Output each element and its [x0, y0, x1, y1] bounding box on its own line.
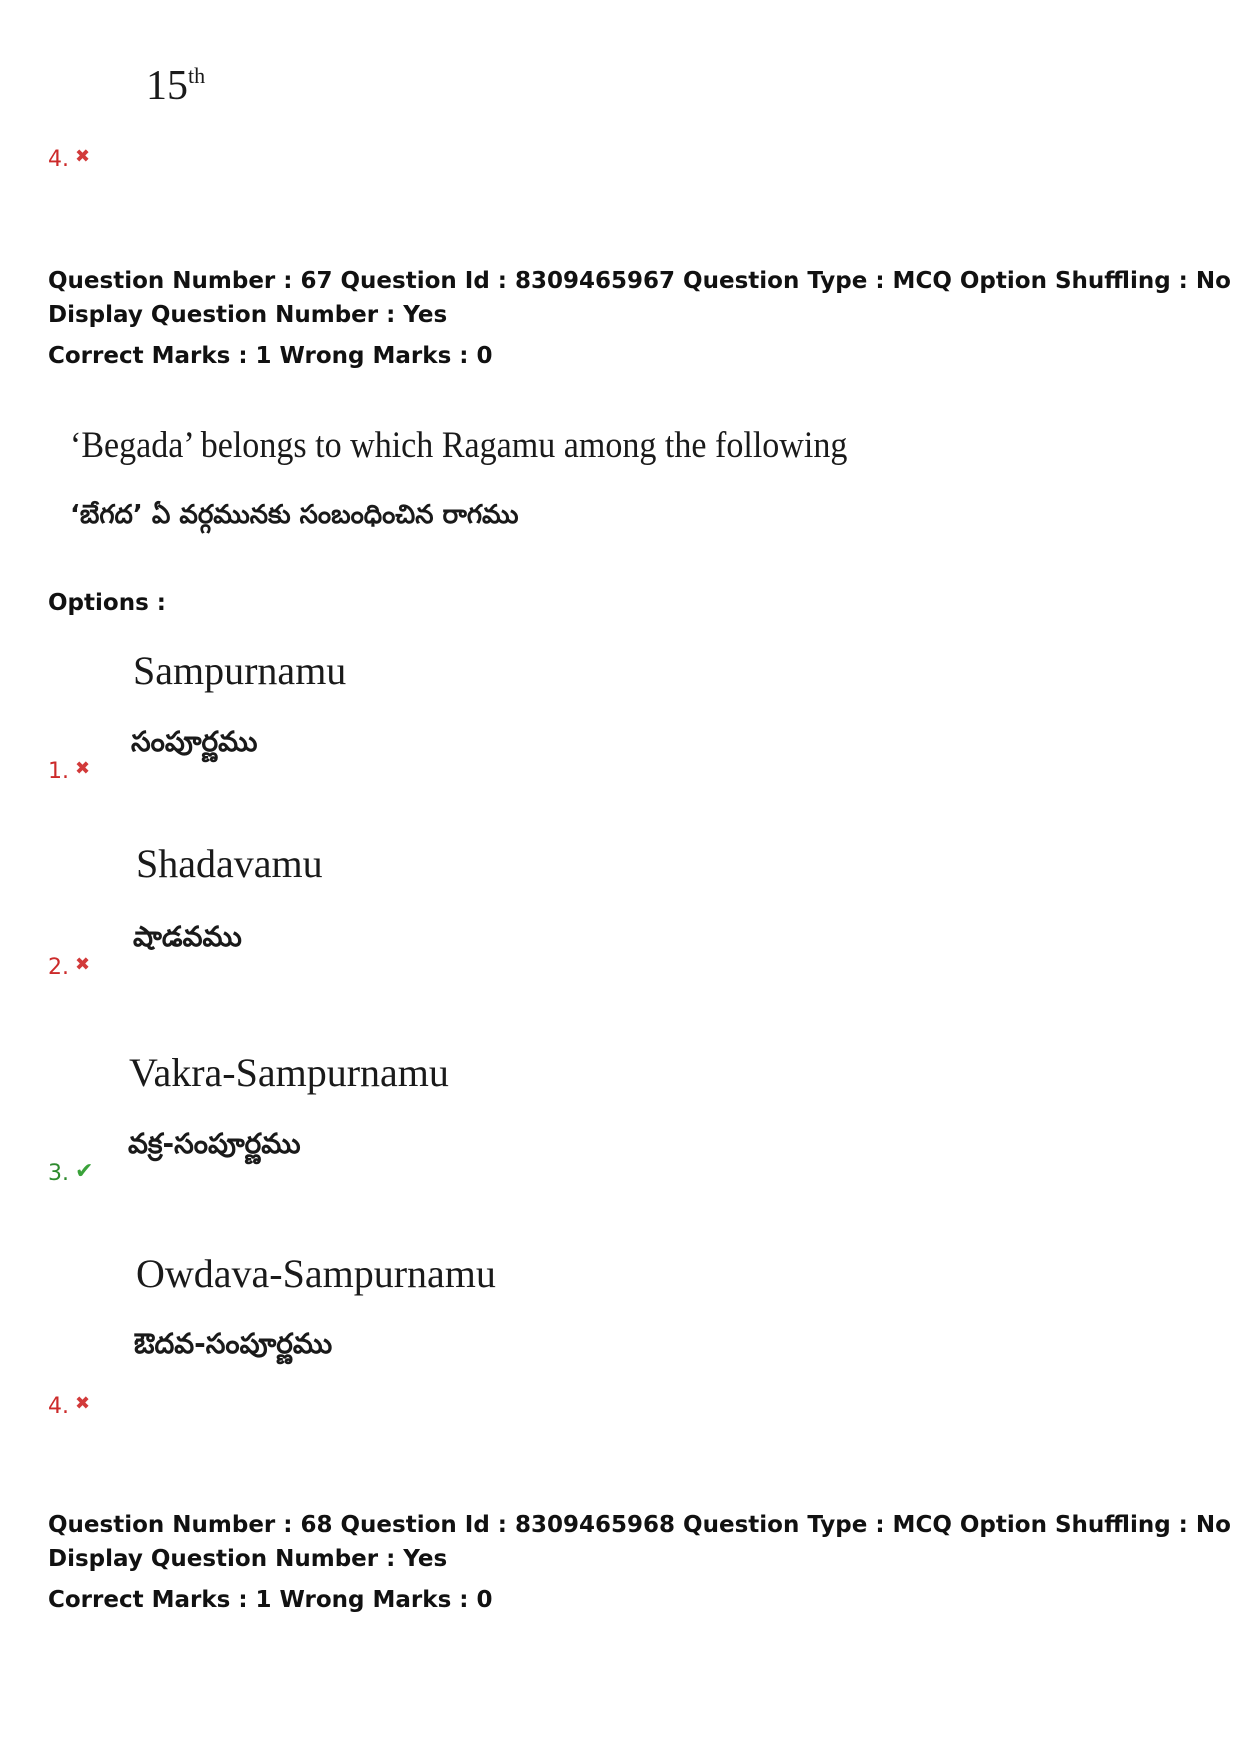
option-3-text-english: Vakra-Sampurnamu	[129, 1050, 449, 1095]
option-number-label: 4.	[48, 147, 69, 172]
option-4-text-english: Owdava-Sampurnamu	[136, 1251, 496, 1296]
option-2-number	[48, 954, 90, 980]
question-67-marks: Correct Marks : 1 Wrong Marks : 0	[48, 343, 493, 369]
option-number-label: 1.	[48, 759, 69, 784]
option-1-number	[48, 758, 90, 784]
option-4-text-telugu: ఔదవ-సంపూర్ణము	[134, 1327, 333, 1360]
cross-icon: ✖	[75, 758, 91, 779]
cross-icon: ✖	[75, 146, 91, 167]
option-3-text-telugu: వక్ర-సంపూర్ణము	[128, 1127, 301, 1160]
question-68-header-line1: Question Number : 68 Question Id : 8309465968 Question Type : MCQ Option Shuffling : No	[48, 1512, 1231, 1538]
ordinal-suffix: th	[188, 63, 206, 88]
option-2-text-english: Shadavamu	[136, 841, 323, 886]
cross-icon: ✖	[75, 1393, 91, 1414]
question-67-header-line1: Question Number : 67 Question Id : 8309465967 Question Type : MCQ Option Shuffling : No	[48, 268, 1231, 294]
question-68-header-line2: Display Question Number : Yes	[48, 1546, 448, 1572]
ordinal-number: 15	[146, 63, 188, 109]
question-68-marks: Correct Marks : 1 Wrong Marks : 0	[48, 1587, 493, 1613]
option-2-text-telugu: షాడవము	[133, 920, 242, 953]
question-67-text-english: ‘Begada’ belongs to which Ragamu among the following	[70, 425, 848, 466]
option-4-number	[48, 1393, 90, 1419]
option-1-text-english: Sampurnamu	[133, 648, 347, 693]
option-number-label: 4.	[48, 1394, 69, 1419]
option-1-text-telugu: సంపూర్ణము	[131, 725, 258, 758]
question-67-header-line2: Display Question Number : Yes	[48, 302, 448, 328]
option-number-label: 3.	[48, 1161, 69, 1186]
prev-option-4-number	[48, 146, 90, 172]
check-icon: ✔	[75, 1159, 94, 1184]
prev-option-4-text	[146, 62, 205, 110]
options-label: Options :	[48, 590, 166, 616]
cross-icon: ✖	[75, 954, 91, 975]
option-number-label: 2.	[48, 955, 69, 980]
question-67-text-telugu: ‘బేగద’ ఏ వర్గమునకు సంబంధించిన రాగము	[70, 500, 519, 530]
option-3-number	[48, 1159, 93, 1186]
